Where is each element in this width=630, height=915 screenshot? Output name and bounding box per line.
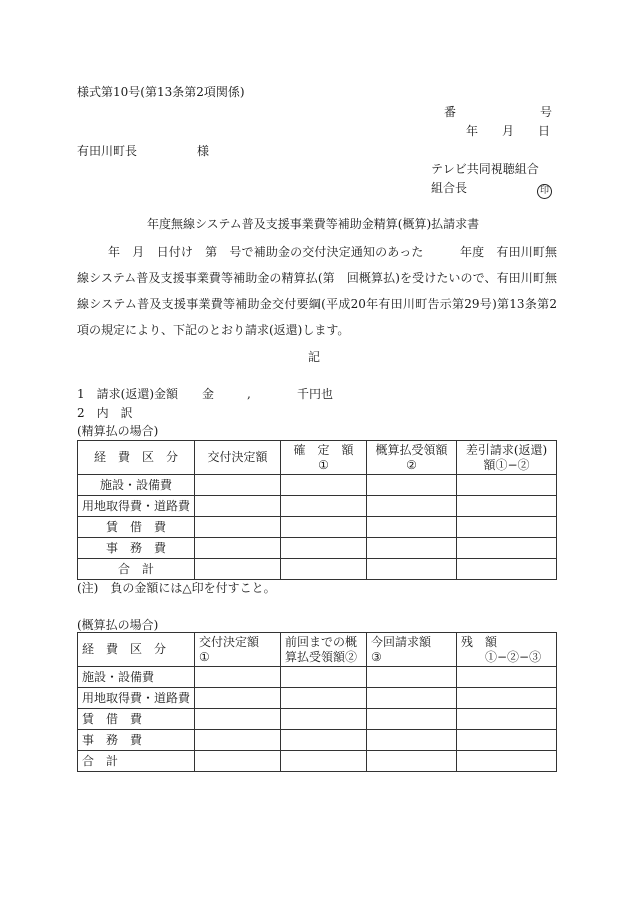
body-paragraph: 年 月 日付け 第 号で補助金の交付決定通知のあった 年度 有田川町無線システム普及支援事業費等補助金の精算払(第 回概算払)を受けたいので、有田川町無線システム普及支援事業費等補助金交付要綱(平成20年有田川町告示第29号)第13条第2項の規定により、下記のとおり請求(返還)します。: [77, 245, 557, 337]
table-cell: [195, 709, 281, 730]
table-cell: [367, 709, 457, 730]
document-number-label: 番 号: [444, 105, 553, 119]
table-cell: [457, 730, 557, 751]
header-cell: 交付決定額: [195, 441, 281, 475]
table-cell: [457, 688, 557, 709]
table-cell: [457, 538, 557, 559]
table-cell: [281, 538, 367, 559]
table-row: [78, 496, 557, 517]
table-cell: [457, 559, 557, 580]
table-cell: [367, 559, 457, 580]
row-label: 事 務 費: [78, 730, 195, 751]
table-cell: [281, 496, 367, 517]
header-cell: 経 費 区 分: [78, 441, 195, 475]
row-label: 施設・設備費: [78, 475, 195, 496]
table-row: [78, 559, 557, 580]
table-row: [78, 538, 557, 559]
table-header-row: [78, 441, 557, 475]
settlement-table: [77, 440, 557, 580]
table-cell: [367, 496, 457, 517]
table-cell: [457, 709, 557, 730]
item2-label: 2 内 訳: [77, 406, 133, 420]
table-cell: [367, 475, 457, 496]
row-label: 事 務 費: [78, 538, 195, 559]
table-cell: [457, 517, 557, 538]
applicant-org: テレビ共同視聴組合: [431, 162, 539, 176]
item1-unit: 千円也: [297, 387, 334, 401]
row-label: 合 計: [78, 751, 195, 772]
row-label: 用地取得費・道路費: [78, 496, 195, 517]
table-row: [78, 475, 557, 496]
header-cell: 前回までの概 算払受領額②: [281, 633, 367, 667]
row-label: 合 計: [78, 559, 195, 580]
table-cell: [367, 730, 457, 751]
table-cell: [195, 559, 281, 580]
ki-heading: 記: [308, 350, 321, 364]
table1-note: (注) 負の金額には△印を付すこと。: [77, 581, 276, 595]
table-cell: [367, 538, 457, 559]
seal-mark: [537, 181, 552, 199]
header-cell: 概算払受領額 ②: [367, 441, 457, 475]
table-cell: [367, 517, 457, 538]
table-cell: [457, 475, 557, 496]
row-label: 賃 借 費: [78, 517, 195, 538]
table-cell: [195, 667, 281, 688]
table-cell: [367, 751, 457, 772]
table-cell: [281, 667, 367, 688]
table-cell: [457, 751, 557, 772]
table-cell: [195, 475, 281, 496]
table-row: [78, 709, 557, 730]
table-header-row: [78, 633, 557, 667]
table-row: [78, 667, 557, 688]
item1-yen: 金: [202, 387, 215, 401]
table-cell: [281, 517, 367, 538]
header-cell: 差引請求(返還) 額①−②: [457, 441, 557, 475]
row-label: 施設・設備費: [78, 667, 195, 688]
header-cell: 確 定 額 ①: [281, 441, 367, 475]
seal-icon: 印: [537, 184, 552, 199]
header-cell: 経 費 区 分: [78, 633, 195, 667]
table-cell: [457, 496, 557, 517]
item1-comma: ,: [247, 387, 251, 401]
row-label: 用地取得費・道路費: [78, 688, 195, 709]
header-cell: 交付決定額 ①: [195, 633, 281, 667]
table-row: [78, 688, 557, 709]
table-cell: [367, 688, 457, 709]
applicant-role: 組合長: [431, 181, 468, 195]
item1-label: 1 請求(返還)金額: [77, 387, 178, 401]
table-cell: [367, 667, 457, 688]
document-title: 年度無線システム普及支援事業費等補助金精算(概算)払請求書: [147, 217, 480, 231]
table-row: [78, 730, 557, 751]
date-label: 年 月 日: [466, 124, 551, 138]
estimate-table: [77, 632, 557, 772]
table-cell: [195, 730, 281, 751]
form-number: 様式第10号(第13条第2項関係): [77, 85, 245, 99]
table-cell: [281, 709, 367, 730]
header-cell: 残 額 ①−②−③: [457, 633, 557, 667]
table1-caption: (精算払の場合): [77, 424, 159, 438]
row-label: 賃 借 費: [78, 709, 195, 730]
table-cell: [281, 730, 367, 751]
table-cell: [195, 751, 281, 772]
table-cell: [195, 688, 281, 709]
table2-caption: (概算払の場合): [77, 618, 159, 632]
table-cell: [457, 667, 557, 688]
header-cell: 今回請求額 ③: [367, 633, 457, 667]
table-cell: [281, 559, 367, 580]
table-row: [78, 751, 557, 772]
table-cell: [195, 517, 281, 538]
table-row: [78, 517, 557, 538]
table-cell: [195, 496, 281, 517]
table-cell: [195, 538, 281, 559]
table-cell: [281, 475, 367, 496]
table-cell: [281, 751, 367, 772]
addressee: 有田川町長 様: [77, 144, 210, 158]
table-cell: [281, 688, 367, 709]
